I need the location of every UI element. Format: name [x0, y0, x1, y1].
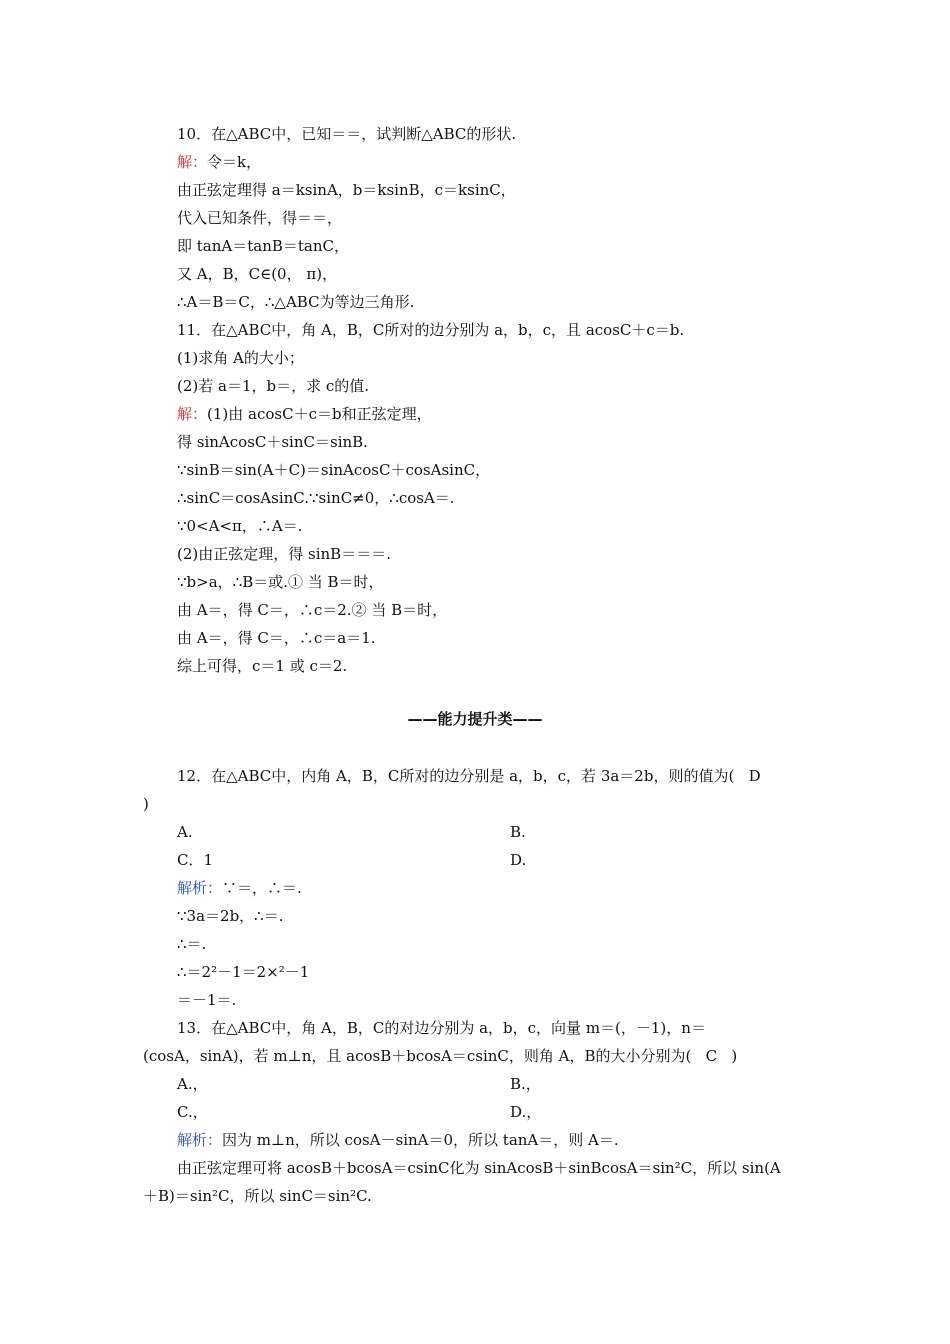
q12-line: ∵3a＝2b，∴＝.	[177, 907, 284, 925]
q13-stem: 13．在△ABC中，角 A，B，C的对边分别为 a，b，c，向量 m＝(，－1)，n＝	[177, 1019, 706, 1037]
q10-conclusion: ∴A＝B＝C，∴△ABC为等边三角形.	[177, 293, 415, 311]
analysis-text: 因为 m⊥n，所以 cosA－sinA＝0，所以 tanA＝，则 A＝.	[222, 1131, 619, 1149]
q12-analysis-start	[177, 878, 302, 898]
q10-line: 即 tanA＝tanB＝tanC，	[177, 237, 349, 255]
q12-line: ∴＝.	[177, 935, 207, 953]
analysis-label: 解析：	[177, 879, 223, 897]
q11-conclusion: 综上可得，c＝1 或 c＝2.	[177, 657, 348, 675]
section-heading: ——能力提升类——	[407, 710, 543, 728]
q10-line: 又 A，B，C∈(0， π)，	[177, 265, 338, 283]
q11-line: ∴sinC＝cosAsinC.∵sinC≠0，∴cosA＝.	[177, 489, 455, 507]
q11-part1: (1)求角 A的大小；	[177, 349, 304, 367]
analysis-label: 解析：	[177, 1131, 223, 1149]
q11-line: (2)由正弦定理，得 sinB＝＝＝.	[177, 545, 391, 563]
q10-line: 由正弦定理得 a＝ksinA，b＝ksinB，c＝ksinC，	[177, 181, 516, 199]
q10-line: 代入已知条件，得＝＝，	[177, 209, 343, 227]
q11-line: ∵b>a，∴B＝或.① 当 B＝时，	[177, 573, 384, 591]
q12-option-b: B.	[510, 823, 526, 841]
q10-solution-start	[177, 152, 261, 172]
q12-option-a: A.	[177, 823, 193, 841]
q13-line: ＋B)＝sin²C，所以 sinC＝sin²C.	[143, 1187, 372, 1205]
q12-option-d: D.	[510, 851, 527, 869]
q11-line: ∵0<A<π，∴A＝.	[177, 517, 303, 535]
q11-line: 得 sinAcosC＋sinC＝sinB.	[177, 433, 368, 451]
q11-line: 由 A＝，得 C＝，∴c＝2.② 当 B＝时，	[177, 601, 448, 619]
q12-stem: 12．在△ABC中，内角 A，B，C所对的边分别是 a，b，c，若 3a＝2b，则的值为( D	[177, 767, 761, 785]
q13-line: 由正弦定理可将 acosB＋bcosA＝csinC化为 sinAcosB＋sinBcosA＝sin²C，所以 sin(A	[177, 1159, 781, 1177]
q12-stem-end: )	[143, 795, 149, 813]
solution-text: (1)由 acosC＋c＝b和正弦定理，	[207, 405, 432, 423]
q13-stem-cont: (cosA，sinA)，若 m⊥n，且 acosB＋bcosA＝csinC，则角 A，B的大小分别为( C )	[143, 1047, 738, 1065]
q13-option-c: C.，	[177, 1103, 208, 1121]
analysis-text: ∵＝，∴＝.	[222, 879, 302, 897]
solution-label: 解：	[177, 153, 208, 171]
q11-line: ∵sinB＝sin(A＋C)＝sinAcosC＋cosAsinC，	[177, 461, 491, 479]
solution-label: 解：	[177, 405, 208, 423]
q13-option-b: B.，	[510, 1075, 541, 1093]
q12-option-c: C．1	[177, 851, 214, 869]
q11-line: 由 A＝，得 C＝，∴c＝a＝1.	[177, 629, 376, 647]
q13-option-d: D.，	[510, 1103, 542, 1121]
q11-stem: 11．在△ABC中，角 A，B，C所对的边分别为 a，b，c，且 acosC＋c＝b.	[177, 321, 685, 339]
q10-stem: 10．在△ABC中，已知＝＝，试判断△ABC的形状.	[177, 125, 517, 143]
q13-option-a: A.，	[177, 1075, 208, 1093]
q11-solution-start	[177, 404, 432, 424]
q12-line: ∴＝2²－1＝2×²－1	[177, 963, 310, 981]
q12-line: ＝－1＝.	[177, 991, 237, 1009]
q11-part2: (2)若 a＝1，b＝，求 c的值.	[177, 377, 370, 395]
q13-analysis-start	[177, 1130, 619, 1150]
solution-text: 令＝k，	[207, 153, 262, 171]
